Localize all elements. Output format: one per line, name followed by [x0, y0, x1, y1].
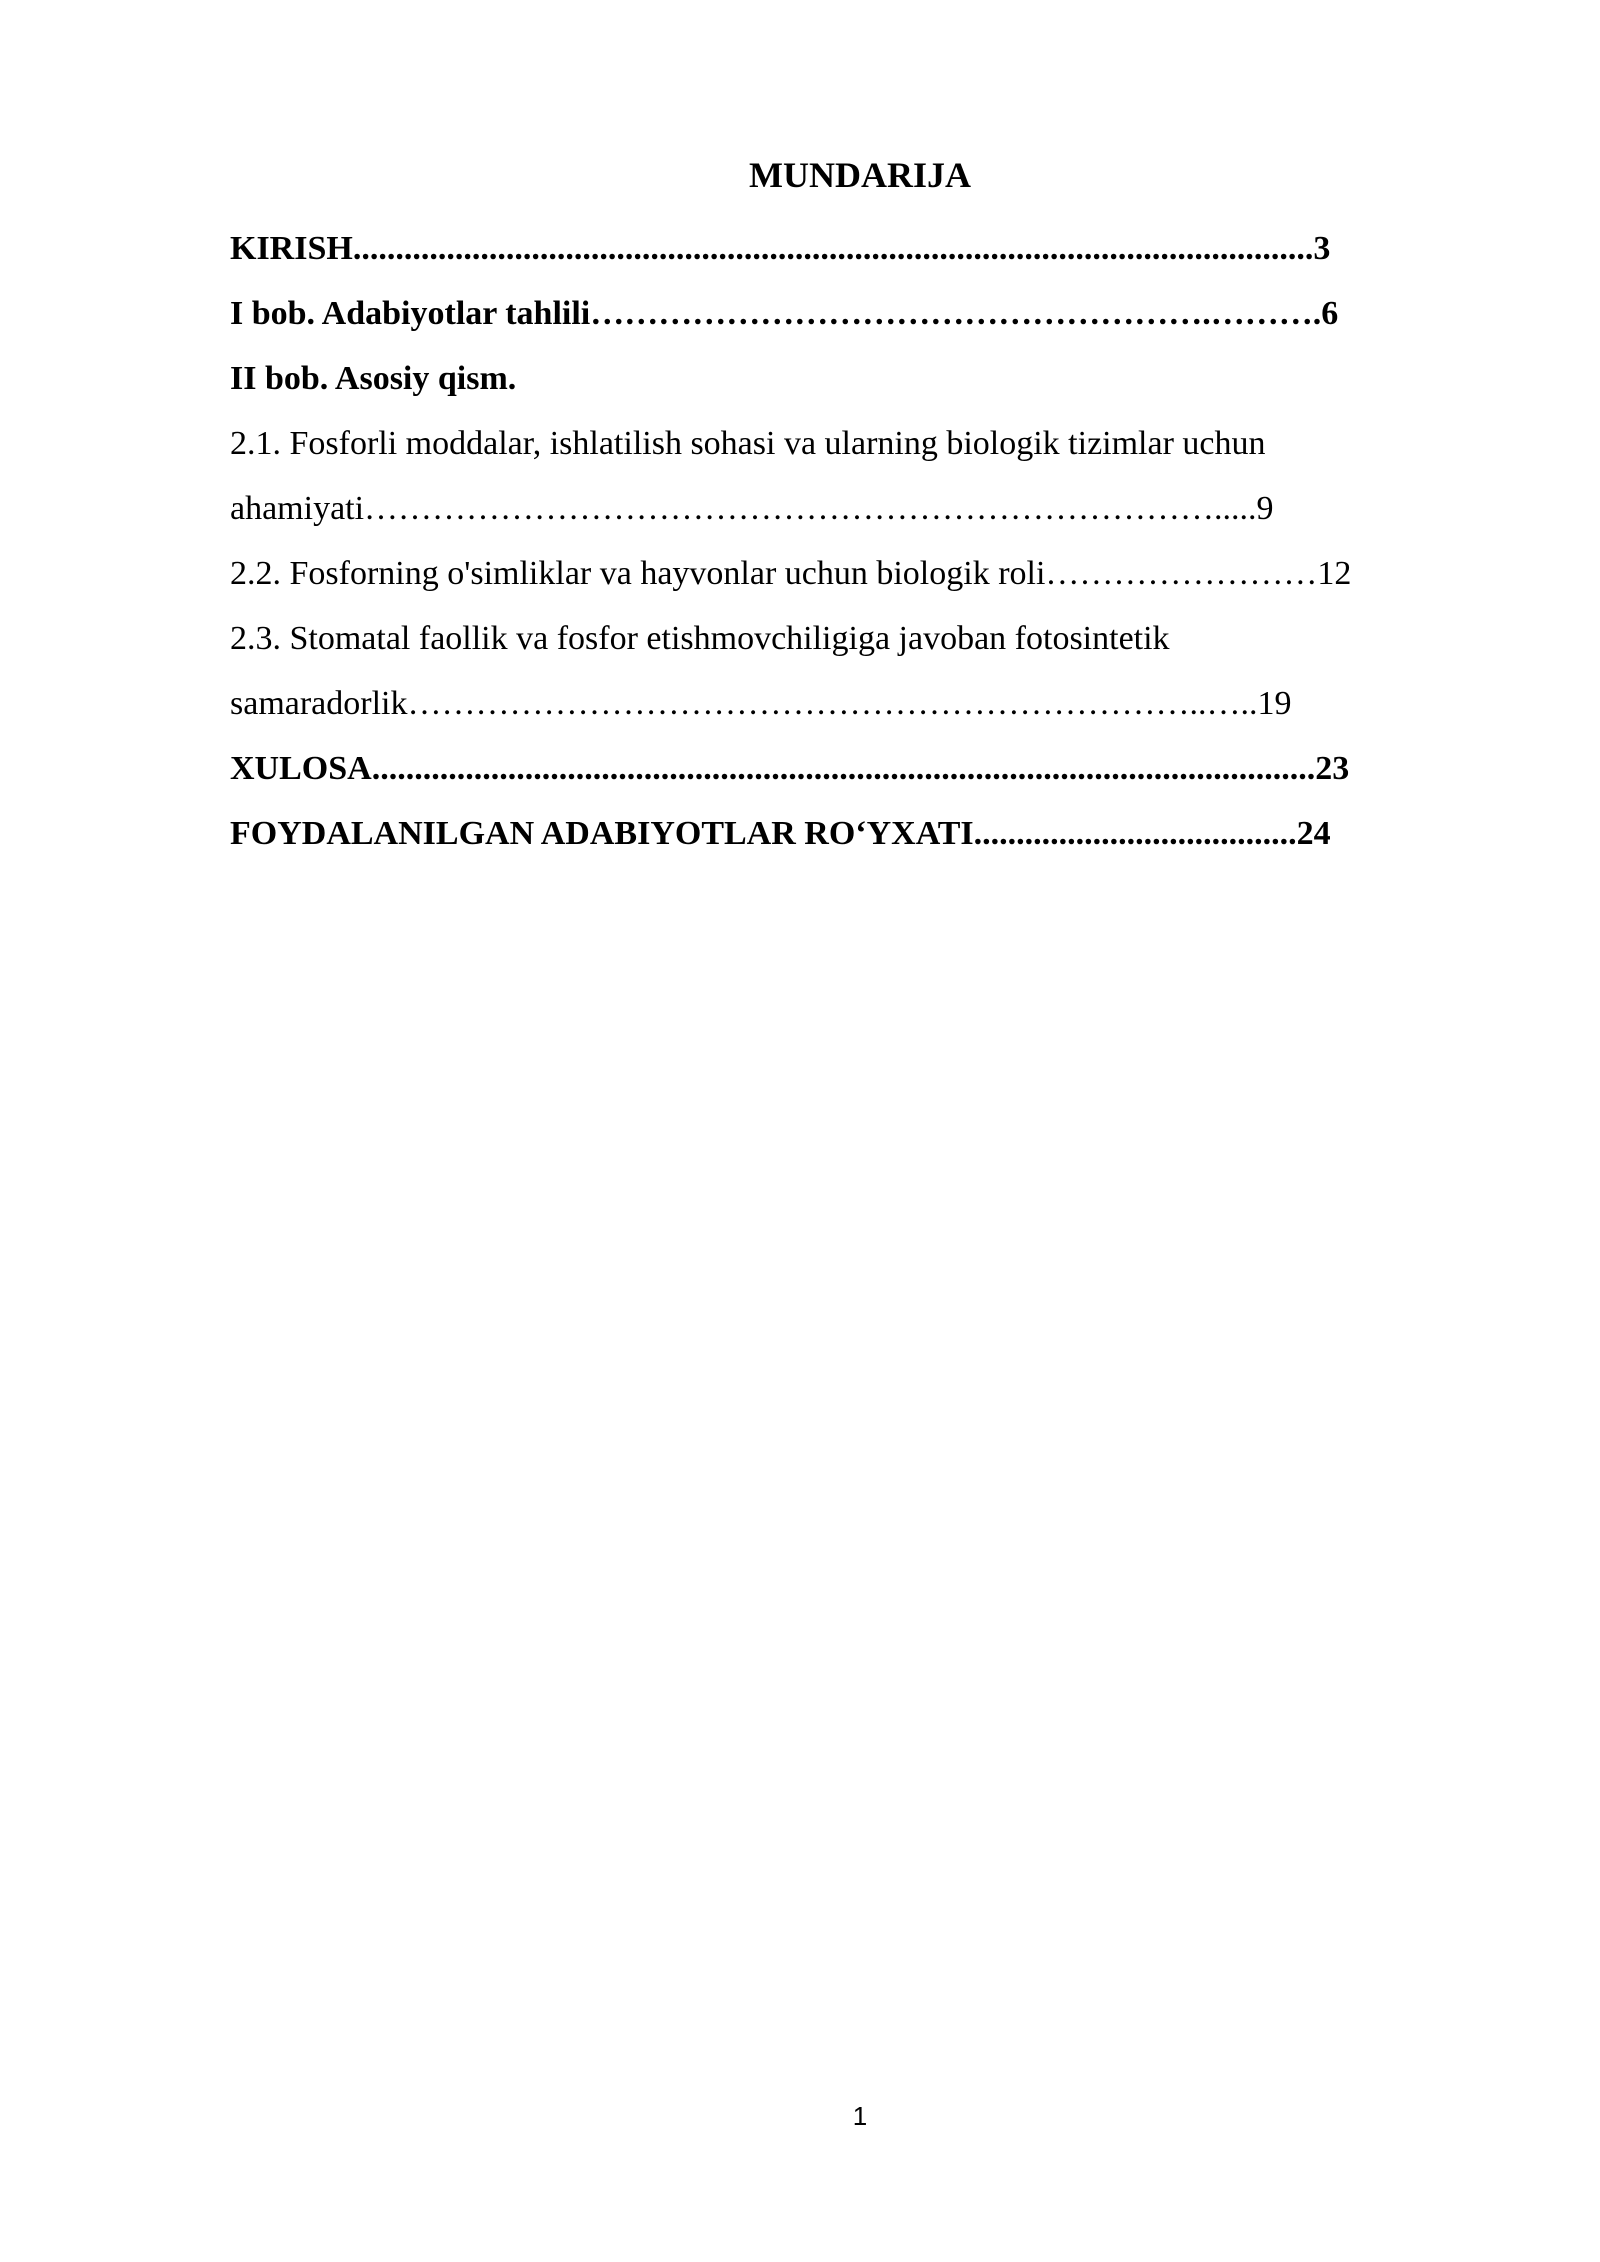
toc-entry-section-2-3-continued[interactable]: samaradorlik……………………………………………………………..…..19	[230, 685, 1292, 722]
toc-title: MUNDARIJA	[749, 155, 971, 195]
page-number: 1	[852, 2101, 868, 2131]
toc-entry-references[interactable]: FOYDALANILGAN ADABIYOTLAR RO‘YXATI......................................24	[230, 815, 1331, 852]
toc-entry-kirish[interactable]: KIRISH.................................................................................................................3	[230, 230, 1331, 267]
toc-entry-section-2-1-continued[interactable]: ahamiyati………………………………………………………………….....9	[230, 490, 1274, 527]
toc-entry-chapter-1[interactable]: I bob. Adabiyotlar tahlili……………………………………………….……….6	[230, 295, 1339, 332]
toc-entry-section-2-2[interactable]: 2.2. Fosforning o'simliklar va hayvonlar uchun biologik roli……………………12	[230, 555, 1352, 592]
toc-entry-section-2-3[interactable]: 2.3. Stomatal faollik va fosfor etishmovchiligiga javoban fotosintetik	[230, 620, 1170, 657]
toc-entry-xulosa[interactable]: XULOSA...............................................................................................................23	[230, 750, 1350, 787]
toc-entry-chapter-2[interactable]: II bob. Asosiy qism.	[230, 360, 517, 397]
toc-entry-section-2-1[interactable]: 2.1. Fosforli moddalar, ishlatilish sohasi va ularning biologik tizimlar uchun	[230, 425, 1266, 462]
table-of-contents	[230, 216, 1530, 866]
